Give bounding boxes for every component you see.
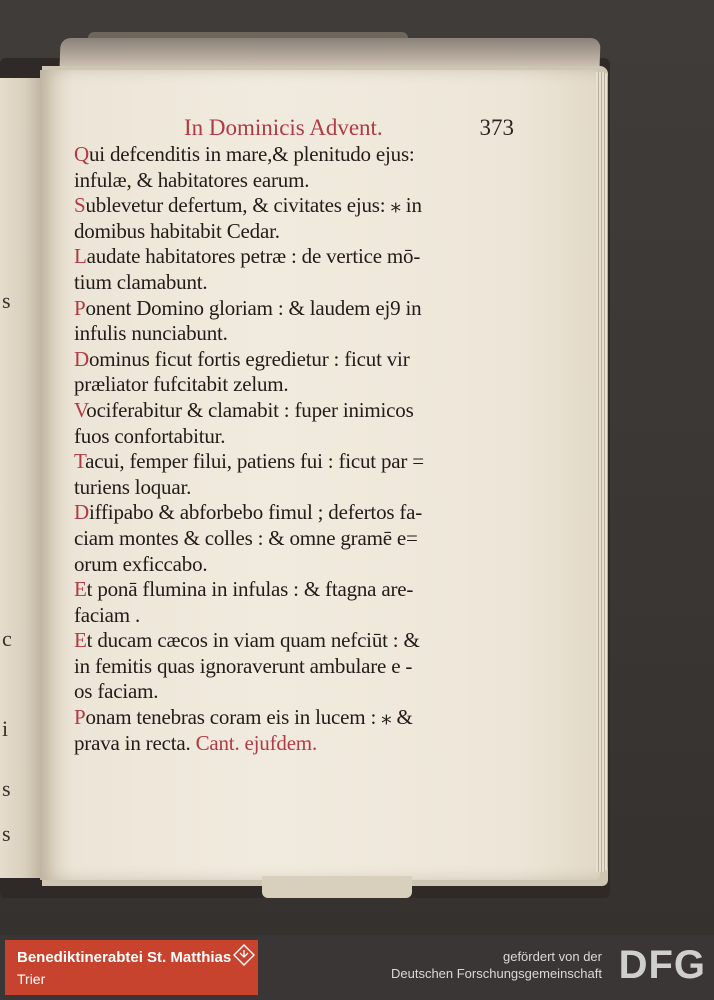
text-line xyxy=(74,628,520,654)
line-text: onam tenebras coram eis in lucem : ⁎ & xyxy=(85,705,413,730)
text-line xyxy=(74,577,520,603)
dfg-logo[interactable]: DFG xyxy=(618,943,706,987)
text-line xyxy=(74,449,520,475)
red-initial: D xyxy=(74,346,89,371)
text-line xyxy=(74,142,520,168)
text-line xyxy=(74,731,520,757)
line-text: præliator fufcitabit zelum. xyxy=(74,372,289,397)
red-initial: P xyxy=(74,295,86,320)
text-line xyxy=(74,296,520,322)
text-line xyxy=(74,424,520,450)
line-text: fuos confortabitur. xyxy=(74,423,226,448)
red-initial: E xyxy=(74,628,87,653)
line-text: faciam . xyxy=(74,602,141,627)
line-text: turiens loquar. xyxy=(74,474,192,499)
line-text: infulæ, & habitatores earum. xyxy=(74,167,310,192)
line-text: ominus ficut fortis egredietur : ficut vir xyxy=(88,346,410,371)
red-initial: P xyxy=(74,705,86,730)
red-initial: V xyxy=(74,397,87,422)
red-initial: Q xyxy=(74,142,89,166)
text-line xyxy=(74,347,520,373)
text-line xyxy=(74,679,520,705)
page-bottom-tab xyxy=(262,876,412,898)
line-text: acui, femper filui, patiens fui : ficut par = xyxy=(85,449,424,474)
text-line xyxy=(74,219,520,245)
left-page-edge xyxy=(0,78,43,878)
text-line xyxy=(74,398,520,424)
page-number: 373 xyxy=(479,115,514,140)
line-text: ociferabitur & clamabit : fuper inimicos xyxy=(86,397,414,422)
line-text: infulis nunciabunt. xyxy=(74,321,228,346)
text-line xyxy=(74,244,520,270)
text-line xyxy=(74,475,520,501)
left-page-letter: s xyxy=(2,776,11,801)
institution-badge[interactable] xyxy=(5,940,258,995)
page-header xyxy=(74,115,514,145)
psalm-text xyxy=(74,142,520,756)
text-line xyxy=(74,705,520,731)
text-line xyxy=(74,372,520,398)
line-text: t ducam cæcos in viam quam nefciūt : & xyxy=(86,628,420,653)
red-initial: L xyxy=(74,244,87,269)
line-text: iffipabo & abforbebo fimul ; defertos fa- xyxy=(88,500,423,525)
left-page-letter: s xyxy=(2,821,11,846)
red-initial: D xyxy=(74,500,89,525)
line-text: orum exficcabo. xyxy=(74,551,208,576)
text-line xyxy=(74,603,520,629)
text-line xyxy=(74,321,520,347)
red-initial: E xyxy=(74,577,87,602)
line-text: in femitis quas ignoraverunt ambulare e - xyxy=(74,653,413,678)
closing-rubric: Cant. ejufdem. xyxy=(195,730,317,755)
footer-banner xyxy=(0,935,714,1000)
line-text: t ponā flumina in infulas : & ftagna are- xyxy=(86,577,414,602)
line-text: ublevetur defertum, & civitates ejus: ⁎ in xyxy=(85,193,422,218)
line-text: prava in recta. xyxy=(74,730,191,755)
left-page-letter: s xyxy=(2,288,11,313)
line-text: audate habitatores petræ : de vertice mō- xyxy=(86,244,421,269)
funder-name: Deutschen Forschungsgemeinschaft xyxy=(390,966,602,981)
line-text: tium clamabunt. xyxy=(74,269,208,294)
institution-name: Benediktinerabtei St. Matthias xyxy=(17,949,232,966)
line-text: domibus habitabit Cedar. xyxy=(74,218,280,243)
left-page-letter: c xyxy=(2,626,12,651)
line-text: os faciam. xyxy=(74,679,159,704)
abbey-logo-icon xyxy=(233,944,255,966)
text-line xyxy=(74,654,520,680)
text-line xyxy=(74,500,520,526)
text-line xyxy=(74,270,520,296)
text-line xyxy=(74,552,520,578)
red-initial: T xyxy=(74,449,86,474)
line-text: ui defcenditis in mare,& plenitudo ejus: xyxy=(88,142,415,166)
text-line xyxy=(74,526,520,552)
line-text: onent Domino gloriam : & laudem ej9 in xyxy=(85,295,422,320)
page-fore-edge xyxy=(596,72,608,872)
red-initial: S xyxy=(74,193,86,218)
funded-by-label: gefördert von der xyxy=(502,949,602,964)
left-page-letter: i xyxy=(2,716,9,741)
running-title: In Dominicis Advent. xyxy=(184,115,383,140)
text-line xyxy=(74,193,520,219)
institution-city: Trier xyxy=(17,971,46,987)
text-line xyxy=(74,168,520,194)
line-text: ciam montes & colles : & omne gramē e= xyxy=(74,525,418,550)
